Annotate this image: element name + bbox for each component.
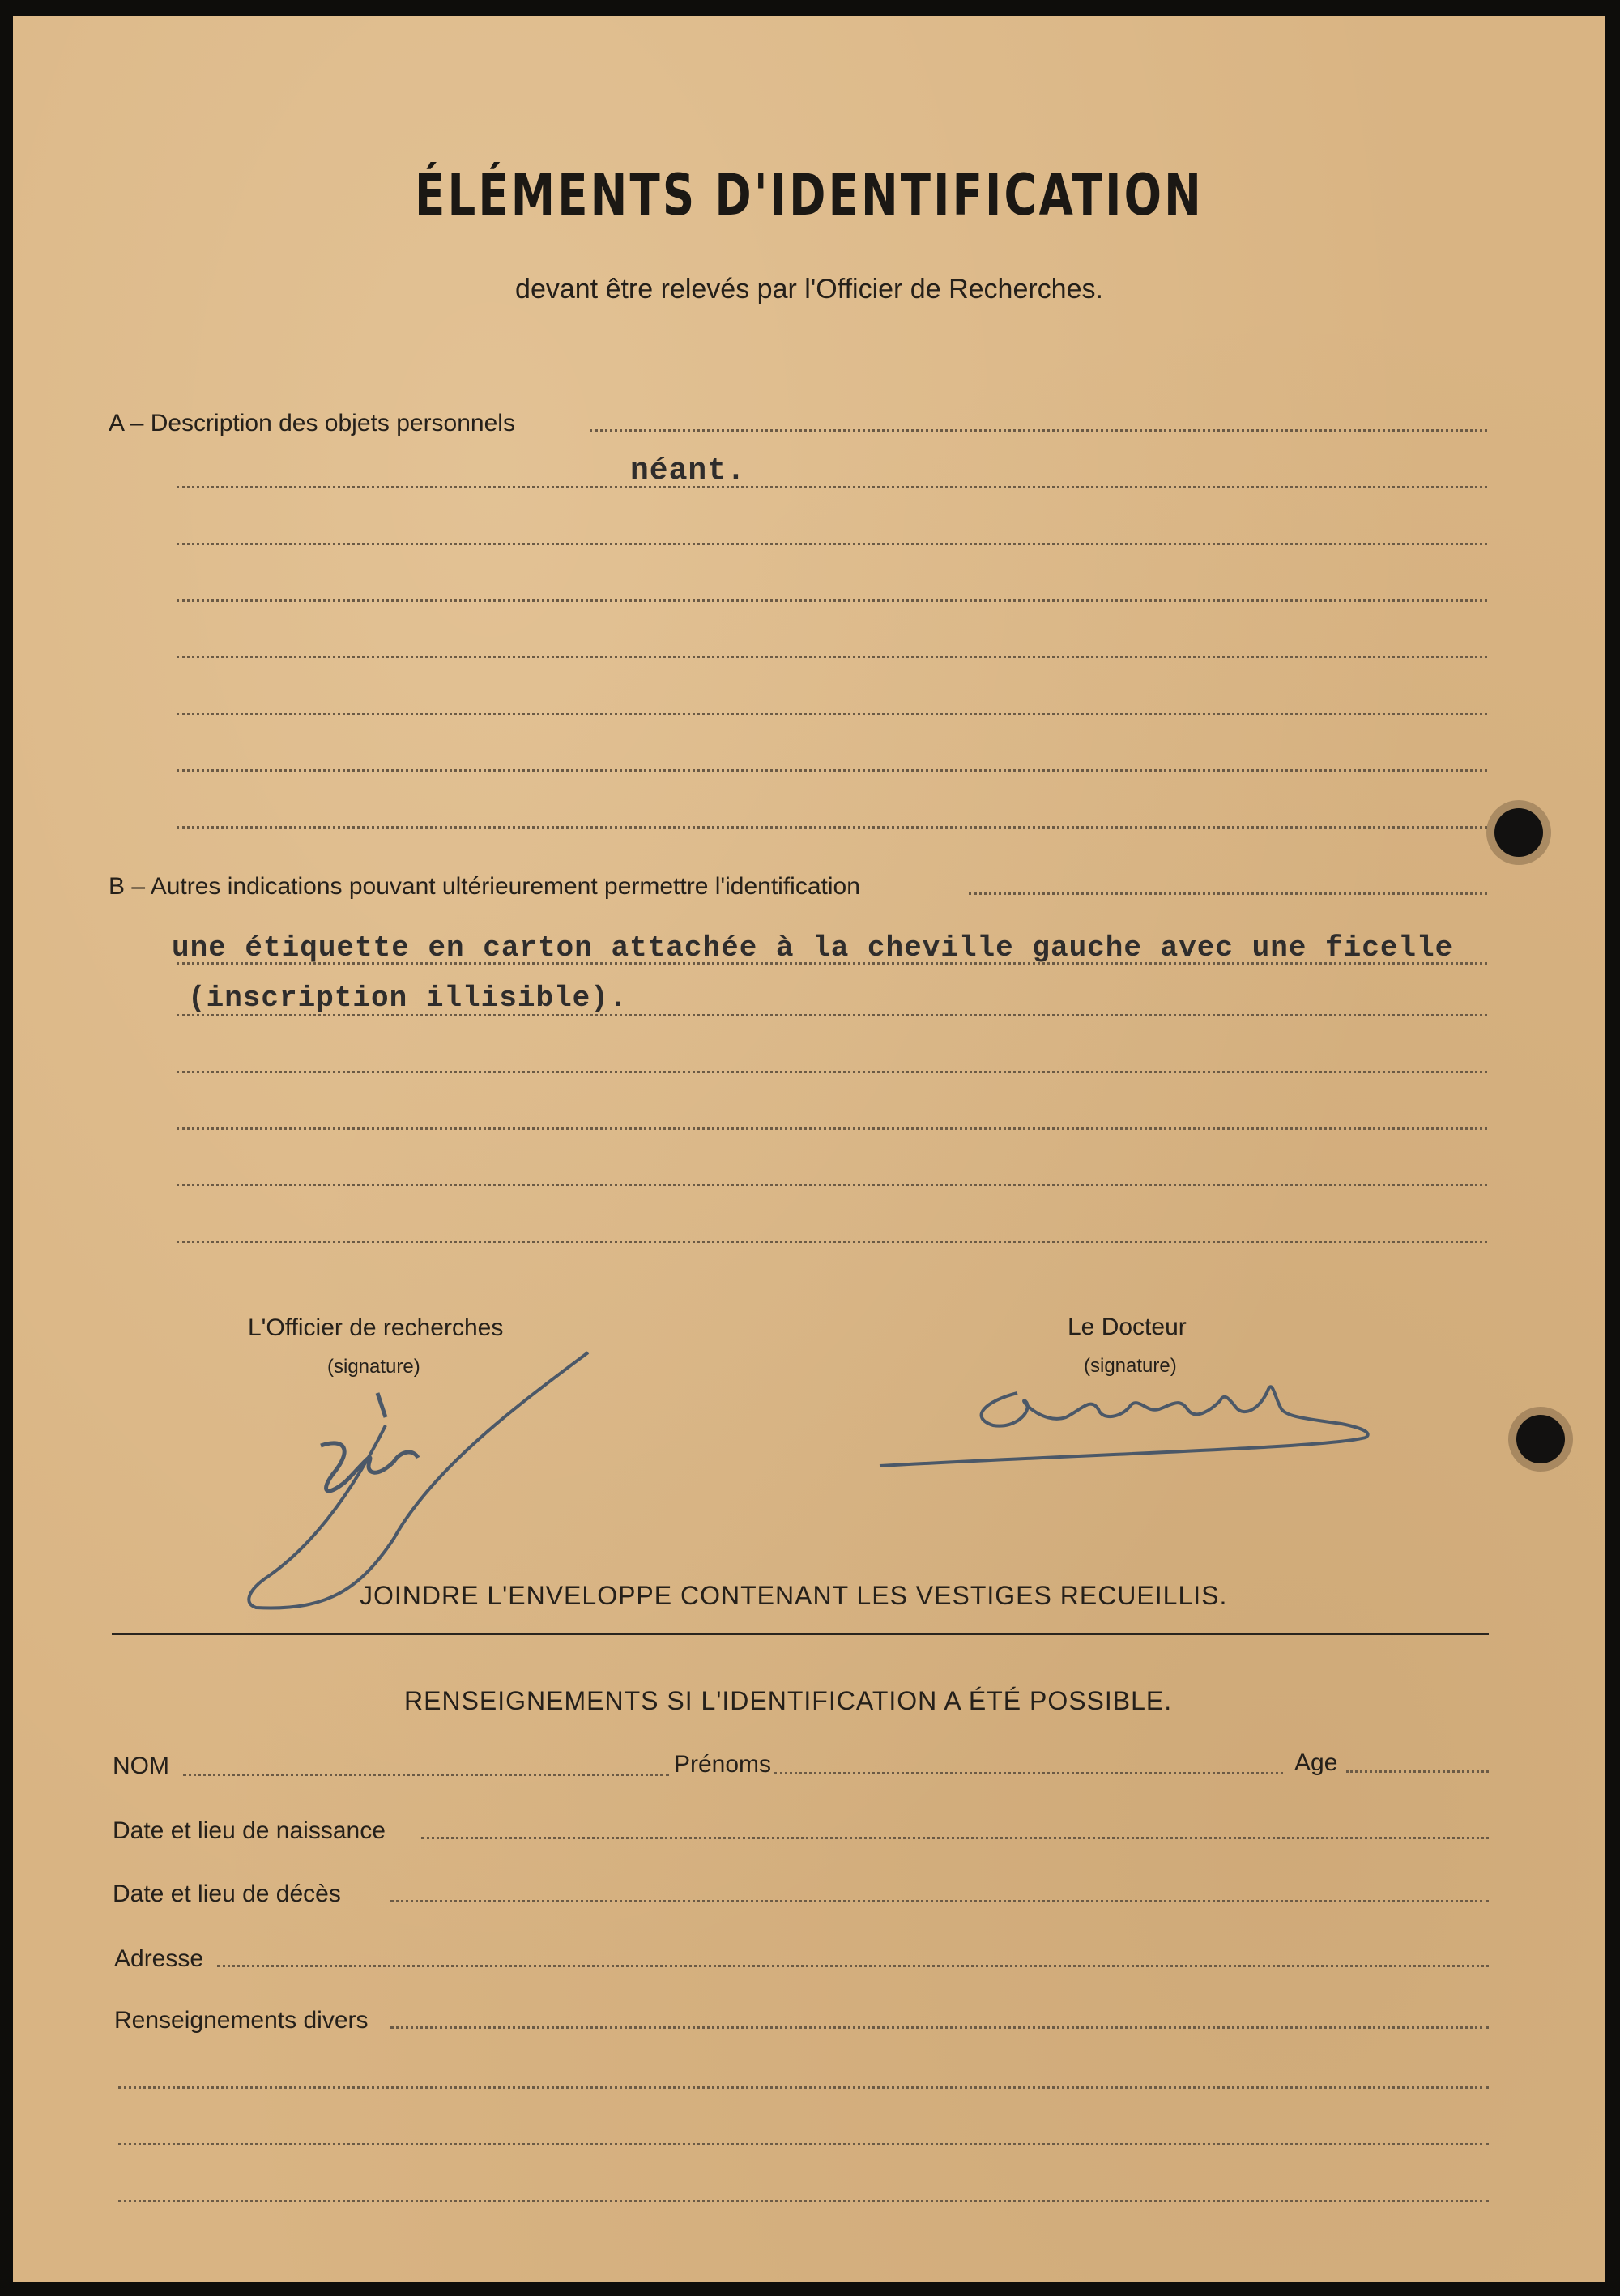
officer-title: L'Officier de recherches: [248, 1314, 504, 1341]
enclosure-note: JOINDRE L'ENVELOPPE CONTENANT LES VESTIGES RECUEILLIS.: [360, 1581, 1228, 1610]
dotted-line: [118, 2143, 1489, 2145]
punch-hole: [1516, 1415, 1565, 1463]
section-b-label: B – Autres indications pouvant ultérieurement permettre l'identification: [109, 873, 860, 900]
dotted-line: [177, 962, 1487, 965]
adresse-field: [217, 1965, 1489, 1967]
section-divider: [112, 1633, 1489, 1635]
section-b-typed-line: (inscription illisible).: [188, 982, 628, 1015]
adresse-label: Adresse: [114, 1945, 204, 1972]
dotted-line: [177, 1071, 1487, 1073]
divers-label: Renseignements divers: [114, 2007, 369, 2034]
punch-hole: [1494, 808, 1543, 857]
dotted-line: [177, 486, 1487, 488]
naissance-label: Date et lieu de naissance: [113, 1817, 386, 1844]
dotted-line: [177, 1014, 1487, 1016]
dotted-line: [118, 2200, 1489, 2202]
section-b-typed-line: une étiquette en carton attachée à la cheville gauche avec une ficelle: [172, 931, 1454, 965]
dotted-line: [177, 1184, 1487, 1186]
nom-label: NOM: [113, 1753, 169, 1779]
dotted-line: [177, 1241, 1487, 1243]
doctor-signature: [855, 1361, 1406, 1482]
divers-field: [390, 2026, 1489, 2029]
deces-field: [390, 1900, 1489, 1902]
naissance-field: [421, 1837, 1489, 1839]
dotted-line: [177, 1127, 1487, 1130]
nom-field: [183, 1774, 669, 1776]
prenoms-label: Prénoms: [674, 1751, 772, 1778]
dotted-line: [177, 713, 1487, 715]
section-a-label: A – Description des objets personnels: [109, 410, 515, 437]
doctor-signature-note: (signature): [1084, 1355, 1177, 1377]
age-field: [1346, 1770, 1489, 1773]
doctor-title: Le Docteur: [1068, 1314, 1187, 1340]
officer-signature-note: (signature): [327, 1356, 420, 1378]
dotted-line: [177, 826, 1487, 829]
dotted-line: [177, 656, 1487, 658]
identification-heading: RENSEIGNEMENTS SI L'IDENTIFICATION A ÉTÉ POSSIBLE.: [404, 1686, 1173, 1715]
document-page: [13, 16, 1605, 2282]
dotted-line: [118, 2086, 1489, 2089]
dotted-line: [177, 599, 1487, 602]
section-a-typed-line: néant.: [630, 454, 746, 488]
dotted-line: [969, 892, 1487, 895]
page-title: ÉLÉMENTS D'IDENTIFICATION: [415, 162, 1204, 228]
prenoms-field: [774, 1772, 1283, 1774]
dotted-line: [590, 429, 1487, 432]
age-label: Age: [1294, 1749, 1338, 1776]
dotted-line: [177, 543, 1487, 545]
page-subtitle: devant être relevés par l'Officier de Recherches.: [515, 274, 1103, 305]
deces-label: Date et lieu de décès: [113, 1881, 341, 1907]
dotted-line: [177, 769, 1487, 772]
